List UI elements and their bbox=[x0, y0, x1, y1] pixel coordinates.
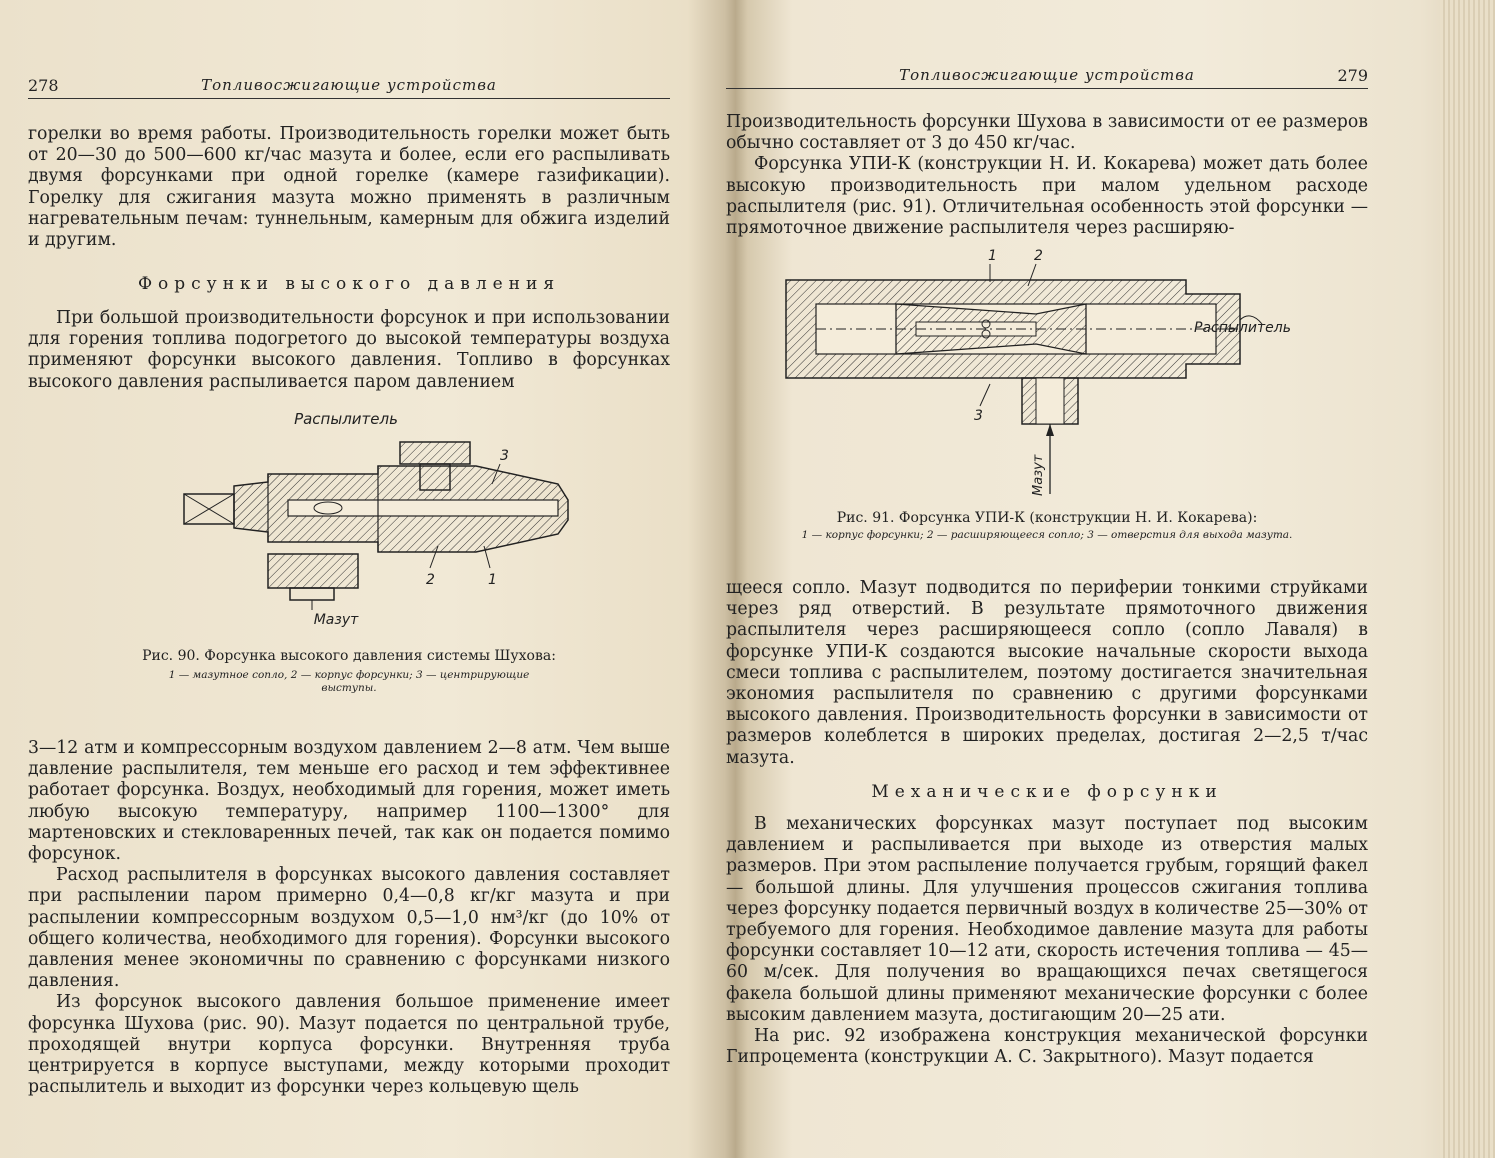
right-paragraph-mid: щееся сопло. Мазут подводится по периферии тонкими струйками через ряд отверстий. В результате прямоточного движения распылителя через расширяющееся сопло (сопло Лаваля) в форсунке УПИ-К создаются высокие начальные скорости выхода смеси топлива с распылителем, поэтому достигается значительная экономия распылителя по сравнению с другими форсунками высокого давления. Производительность форсунки в зависимости от размеров колеблется в широких пределах, достигая 2—2,5 т/час мазута. bbox=[726, 578, 1368, 768]
right-running-head-title: Топливосжигающие устройства bbox=[899, 66, 1195, 84]
left-page-number: 278 bbox=[28, 76, 59, 95]
figure-91-legend: 1 — корпус форсунки; 2 — расширяющееся сопло; 3 — отверстия для выхода мазута. bbox=[801, 529, 1293, 541]
figure-91 bbox=[776, 244, 1336, 506]
figure-90 bbox=[138, 404, 598, 640]
fig91-label-bottom: Мазут bbox=[1031, 454, 1046, 496]
fig91-num-3: 3 bbox=[974, 408, 983, 424]
left-page bbox=[28, 0, 670, 1158]
figure-91-caption-text: Рис. 91. Форсунка УПИ-К (конструкции Н. И. Кокарева): bbox=[836, 510, 1258, 526]
left-running-head-title: Топливосжигающие устройства bbox=[201, 76, 497, 94]
left-section-heading: Форсунки высокого давления bbox=[137, 274, 561, 294]
fig91-label-right: Распылитель bbox=[1194, 320, 1291, 336]
right-page bbox=[726, 0, 1368, 1158]
right-paragraphs-mech: В механических форсунках мазут поступает под высоким давлением и распыливается при выходе из отверстия малых размеров. При этом распыление получается грубым, горящий факел — большой длины. Для улучшения процессов сжигания топлива через форсунку подается первичный воздух в количестве 25—30% от требуемого для горения. Необходимое давление мазута для работы форсунки составляет 10—12 ати, скорость истечения топлива — 45—60 м/сек. Для получения во вращающихся печах светящегося факела большой длины применяют механические форсунки с более высоким давлением мазута, достигающим 20—25 ати. На рис. 92 изображена конструкция механической форсунки Гипроцемента (конструкции А. С. Закрытного). Мазут подается bbox=[726, 814, 1368, 1068]
right-running-header bbox=[726, 58, 1368, 89]
figure-90-caption bbox=[28, 648, 670, 695]
fig91-num-2: 2 bbox=[1034, 248, 1043, 264]
figure-90-caption-text: Рис. 90. Форсунка высокого давления системы Шухова: bbox=[142, 648, 556, 664]
fig90-num-3: 3 bbox=[500, 448, 509, 464]
page-edges bbox=[1440, 0, 1495, 1158]
fig90-label-top: Распылитель bbox=[294, 410, 398, 428]
left-paragraph-high-pressure: При большой производительности форсунок и при использовании для горения топлива подогретого до высокой температуры воздуха применяют форсунки высокого давления. Топливо в форсунках высокого давления распыливается паром давлением bbox=[28, 308, 670, 392]
left-running-header bbox=[28, 68, 670, 99]
figure-91-caption bbox=[726, 510, 1368, 542]
fig90-num-1: 1 bbox=[488, 572, 497, 588]
right-page-number: 279 bbox=[1337, 66, 1368, 85]
figure-90-legend: 1 — мазутное сопло, 2 — корпус форсунки; 3 — центрирующие выступы. bbox=[168, 669, 530, 694]
fig90-num-2: 2 bbox=[426, 572, 435, 588]
fig91-num-1: 1 bbox=[988, 248, 997, 264]
left-paragraphs-bottom: 3—12 атм и компрессорным воздухом давлением 2—8 атм. Чем выше давление распылителя, тем меньше его расход и тем эффективнее работает форсунка. Воздух, необходимый для горения, может иметь любую высокую температуру, например 1100—1300° для мартеновских и стекловаренных печей, так как он подается помимо форсунок. Расход распылителя в форсунках высокого давления составляет при распылении паром примерно 0,4—0,8 кг/кг мазута и при распылении компрессорным воздухом 0,5—1,0 нм³/кг (до 10% от общего количества, необходимого для горения). Форсунки высокого давления менее экономичны по сравнению с форсунками низкого давления. Из форсунок высокого давления большое применение имеет форсунка Шухова (рис. 90). Мазут подается по центральной трубе, проходящей внутри корпуса форсунки. Внутренняя труба центрируется в корпусе выступами, между которыми проходит распылитель и выходит из форсунки через кольцевую щель bbox=[28, 738, 670, 1098]
right-section-heading: Механические форсунки bbox=[871, 782, 1223, 802]
right-paragraphs-top: Производительность форсунки Шухова в зависимости от ее размеров обычно составляет от 3 до 450 кг/час. Форсунка УПИ-К (конструкции Н. И. Кокарева) может дать более высокую производительность при малом удельном расходе распылителя (рис. 91). Отличительная особенность этой форсунки — прямоточное движение распылителя через расширяю- bbox=[726, 112, 1368, 239]
left-paragraph-top: горелки во время работы. Производительность горелки может быть от 20—30 до 500—600 кг/час мазута и более, если его распыливать двумя форсунками при одной горелке (камере газификации). Горелку для сжигания мазута можно применять в различным нагревательным печам: туннельным, камерным для обжига изделий и другим. bbox=[28, 124, 670, 251]
fig90-label-bottom: Мазут bbox=[313, 612, 359, 628]
